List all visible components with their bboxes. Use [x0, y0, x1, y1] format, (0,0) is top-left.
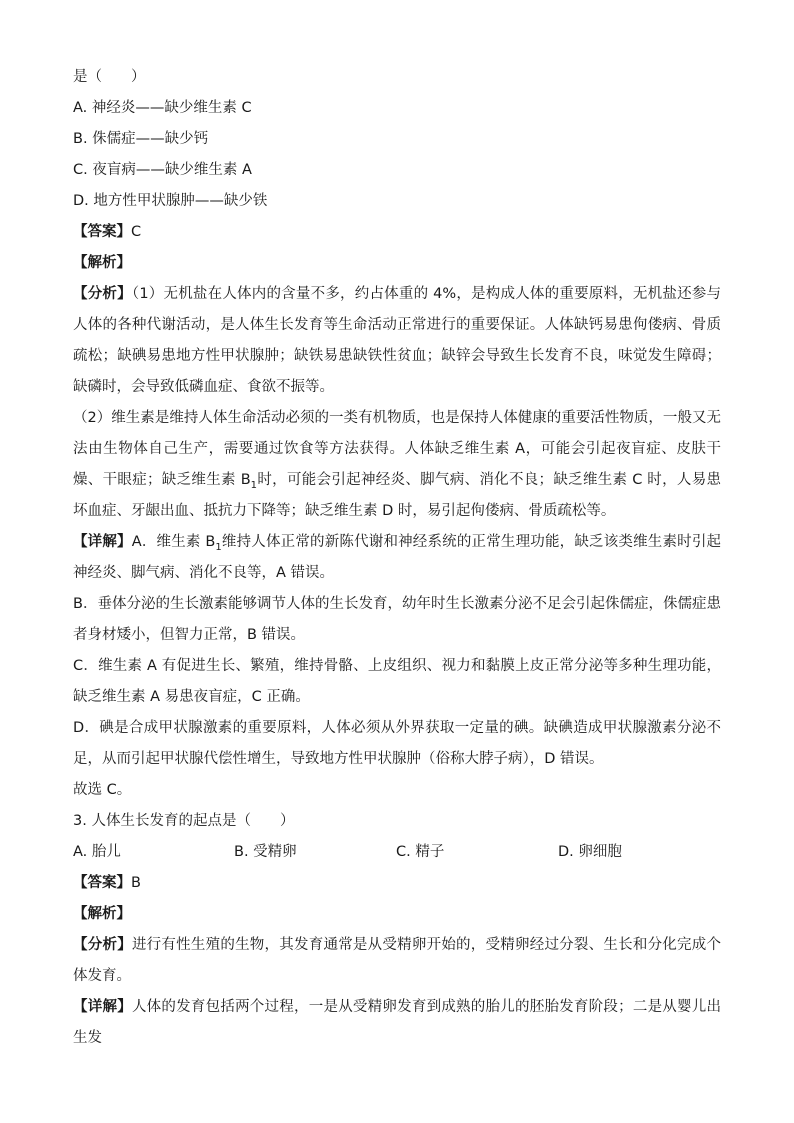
q3-option-b: B. 受精卵	[234, 844, 297, 860]
fenxi-text-2a: （2）维生素是维持人体生命活动必须的一类有机物质，也是保持人体健康的重要活性物质，一般又无法由生物体自己生产，需要通过饮食等方法获得。人体缺乏维生素 A，可能会引起夜盲症、皮肤干燥、干眼症；缺乏维生素 B	[73, 410, 721, 488]
q3-answer-value: B	[131, 875, 141, 891]
option-d: D. 地方性甲状腺肿——缺少铁	[73, 193, 268, 209]
q3-analysis-label: 【解析】	[73, 906, 131, 922]
question-3-options	[73, 837, 721, 868]
answer-label: 【答案】	[73, 224, 131, 240]
fenxi-paragraph-2	[73, 403, 721, 527]
fenxi-text-2b: 时，可能会引起神经炎、脚气病、消化不良；缺乏维生素 C 时，人易患坏血症、牙龈出血、抵抗力下降等；缺乏维生素 D 时，易引起佝偻病、骨质疏松等。	[73, 472, 722, 519]
q3-option-a: A. 胎儿	[73, 844, 121, 860]
xiangjie-a-text-2: 维持人体正常的新陈代谢和神经系统的正常生理功能，缺乏该类维生素时引起神经炎、脚气病、消化不良等，A 错误。	[73, 534, 722, 581]
answer-value: C	[131, 224, 142, 240]
answer-line	[73, 217, 721, 248]
fenxi-text-1: （1）无机盐在人体内的含量不多，约占体重的 4%，是构成人体的重要原料，无机盐还参与人体的各种代谢活动，是人体生长发育等生命活动正常进行的重要保证。人体缺钙易患佝偻病、骨质疏松；缺碘易患地方性甲状腺肿；缺铁易患缺铁性贫血；缺锌会导致生长发育不良，味觉发生障碍；缺磷时，会导致低磷血症、食欲不振等。	[73, 286, 721, 395]
q3-xiangjie-label: 【详解】	[73, 999, 132, 1015]
q3-fenxi-label: 【分析】	[73, 937, 132, 953]
option-c: C. 夜盲病——缺少维生素 A	[73, 162, 252, 178]
xiangjie-label: 【详解】	[73, 534, 132, 550]
question-3-stem: 3. 人体生长发育的起点是（ ）	[73, 813, 295, 829]
xiangjie-paragraph-b: B．垂体分泌的生长激素能够调节人体的生长发育，幼年时生长激素分泌不足会引起侏儒症，侏儒症患者身材矮小，但智力正常，B 错误。	[73, 596, 721, 643]
q3-answer-line	[73, 868, 721, 899]
q3-answer-label: 【答案】	[73, 875, 131, 891]
question-stem-tail: 是（ ）	[73, 69, 146, 85]
option-b: B. 侏儒症——缺少钙	[73, 131, 209, 147]
q3-option-c: C. 精子	[396, 844, 445, 860]
subscript-1: 1	[215, 541, 222, 553]
q3-option-d: D. 卵细胞	[558, 844, 622, 860]
analysis-label: 【解析】	[73, 255, 131, 271]
xiangjie-paragraph-d: D．碘是合成甲状腺激素的重要原料，人体必须从外界获取一定量的碘。缺碘造成甲状腺激素分泌不足，从而引起甲状腺代偿性增生，导致地方性甲状腺肿（俗称大脖子病），D 错误。	[73, 720, 721, 767]
document-page	[73, 62, 721, 1054]
conclusion: 故选 C。	[73, 782, 132, 798]
q3-fenxi-text: 进行有性生殖的生物，其发育通常是从受精卵开始的，受精卵经过分裂、生长和分化完成个体发育。	[73, 937, 722, 984]
xiangjie-paragraph-a	[73, 527, 721, 589]
q3-xiangjie-paragraph	[73, 992, 721, 1054]
fenxi-label: 【分析】	[73, 286, 132, 302]
xiangjie-paragraph-c: C．维生素 A 有促进生长、繁殖，维持骨骼、上皮组织、视力和黏膜上皮正常分泌等多种生理功能，缺乏维生素 A 易患夜盲症，C 正确。	[73, 658, 721, 705]
subscript-1: 1	[250, 479, 258, 491]
xiangjie-a-text-1: A．维生素 B	[131, 534, 216, 550]
q3-xiangjie-text: 人体的发育包括两个过程，一是从受精卵发育到成熟的胎儿的胚胎发育阶段；二是从婴儿出生发	[73, 999, 722, 1046]
option-a: A. 神经炎——缺少维生素 C	[73, 100, 252, 116]
q3-fenxi-paragraph	[73, 930, 721, 992]
fenxi-paragraph-1	[73, 279, 721, 403]
